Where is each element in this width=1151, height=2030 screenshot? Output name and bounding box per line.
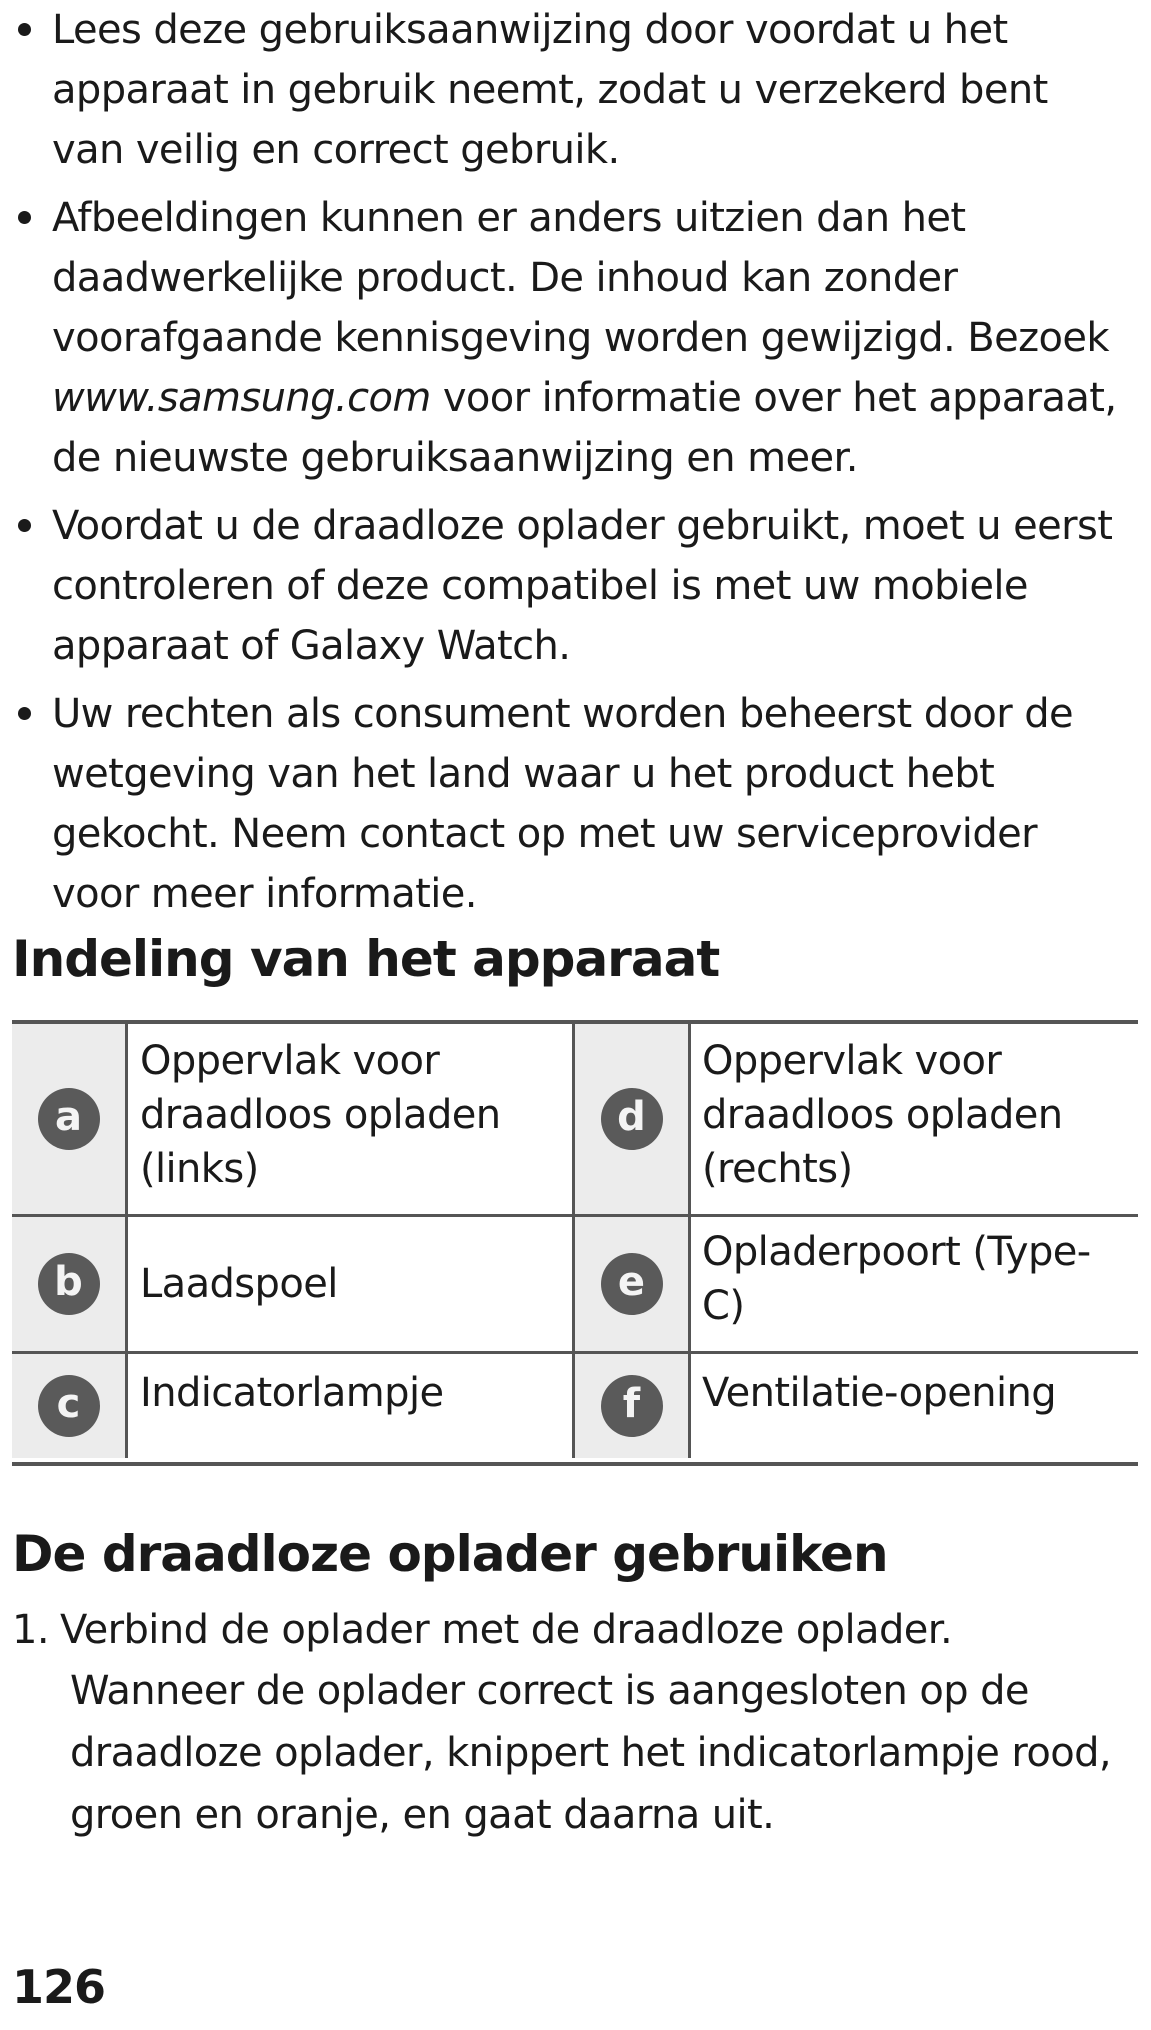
part-label: Opladerpoort (Type-C) (702, 1229, 1091, 1329)
part-label: Oppervlak voor draadloos opladen (rechts) (702, 1038, 1063, 1192)
step-instruction: Verbind de oplader met de draadloze oplader. (60, 1607, 953, 1653)
bullet-item (12, 0, 1122, 180)
part-label: Ventilatie-opening (702, 1370, 1057, 1416)
intro-bullet-list (12, 0, 1122, 932)
page-number: 126 (12, 1960, 106, 2014)
badge-cell (12, 1217, 128, 1351)
badge-d-icon: d (601, 1088, 663, 1150)
badge-c-icon: c (38, 1375, 100, 1437)
bullet-dot-icon (18, 211, 31, 224)
badge-cell (572, 1354, 691, 1458)
device-layout-table (12, 1020, 1138, 1466)
badge-b-icon: b (38, 1253, 100, 1315)
bullet-text: Lees deze gebruiksaanwijzing door voordat u het apparaat in gebruik neemt, zodat u verzekerd bent van veilig en correct gebruik. (52, 7, 1048, 173)
bullet-item (12, 188, 1122, 488)
badge-cell (572, 1024, 691, 1214)
bullet-dot-icon (18, 23, 31, 36)
bullet-dot-icon (18, 707, 31, 720)
samsung-website-link[interactable]: www.samsung.com (52, 375, 431, 421)
bullet-text: Voordat u de draadloze oplader gebruikt, moet u eerst controleren of deze compatibel is met uw mobiele apparaat of Galaxy Watch. (52, 503, 1113, 669)
layout-row (12, 1217, 1138, 1354)
layout-row (12, 1354, 1138, 1458)
badge-e-icon: e (601, 1253, 663, 1315)
layout-row (12, 1024, 1138, 1217)
bullet-text: voor informatie over het apparaat, de nieuwste gebruiksaanwijzing en meer. (52, 375, 1117, 481)
badge-f-icon: f (601, 1375, 663, 1437)
step-item (12, 1600, 1132, 1660)
device-layout-heading: Indeling van het apparaat (12, 930, 720, 988)
badge-cell (12, 1354, 128, 1458)
badge-cell (12, 1024, 128, 1214)
bullet-item (12, 684, 1122, 924)
bullet-item (12, 496, 1122, 676)
usage-heading: De draadloze oplader gebruiken (12, 1525, 888, 1583)
bullet-dot-icon (18, 519, 31, 532)
part-label: Oppervlak voor draadloos opladen (links) (140, 1038, 501, 1192)
badge-a-icon: a (38, 1088, 100, 1150)
step-detail: Wanneer de oplader correct is aangesloten op de draadloze oplader, knippert het indicatorlampje rood, groen en oranje, en gaat daarna uit. (70, 1668, 1112, 1838)
bullet-text: Uw rechten als consument worden beheerst door de wetgeving van het land waar u het product hebt gekocht. Neem contact op met uw serviceprovider voor meer informatie. (52, 691, 1074, 917)
bullet-text: Afbeeldingen kunnen er anders uitzien dan het daadwerkelijke product. De inhoud kan zonder voorafgaande kennisgeving worden gewijzigd. Bezoek (52, 195, 1109, 361)
part-label: Indicatorlampje (140, 1370, 444, 1416)
part-label: Laadspoel (140, 1261, 338, 1307)
badge-cell (572, 1217, 691, 1351)
step-number: 1. (12, 1607, 49, 1653)
